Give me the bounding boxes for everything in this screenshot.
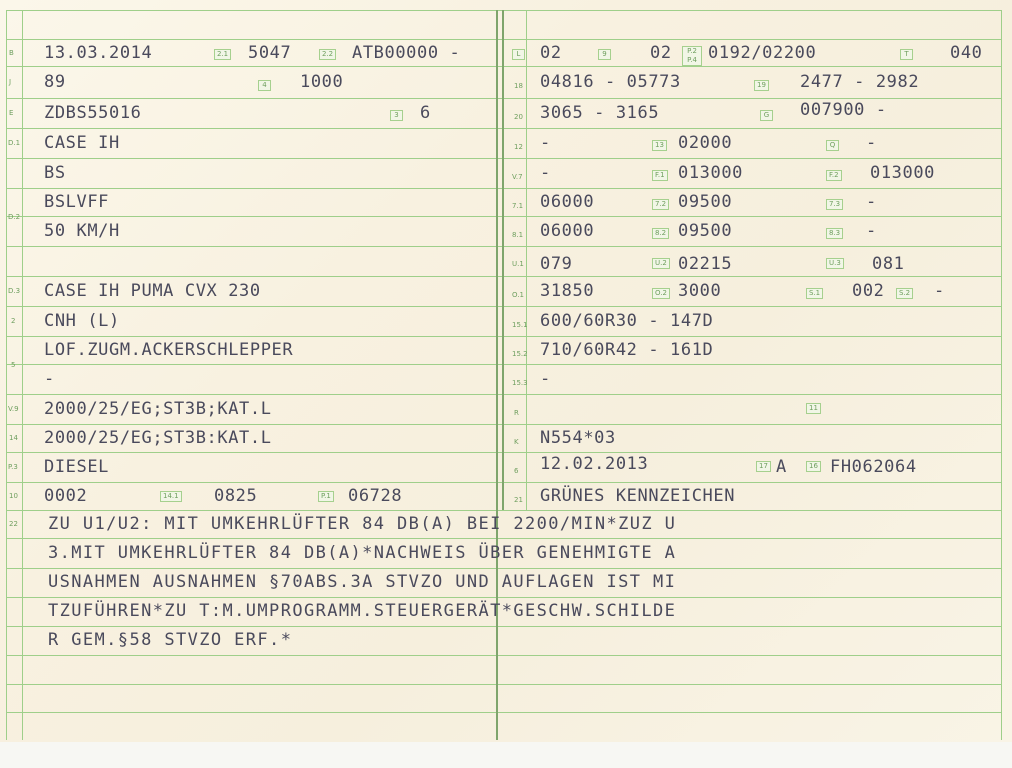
row-label-10: 10: [9, 492, 18, 500]
row-label-p3: P.3: [8, 463, 18, 471]
field-d3: CASE IH PUMA CVX 230: [44, 281, 261, 301]
page-bottom-margin: [0, 742, 1012, 768]
field-tire-1: 600/60R30 - 147D: [540, 311, 714, 331]
field-u1: 079: [540, 254, 573, 274]
label-k: K: [514, 438, 519, 446]
label-f1: F.1: [652, 170, 668, 181]
field-q: -: [866, 133, 877, 153]
field-12: -: [540, 133, 551, 153]
field-o2: 3000: [678, 281, 722, 301]
label-20: 20: [514, 113, 523, 121]
field-s2: -: [934, 281, 945, 301]
label-8-2: 8.2: [652, 228, 669, 239]
field-16: FH062064: [830, 457, 917, 477]
field-vehicle-class: LOF.ZUGM.ACKERSCHLEPPER: [44, 340, 294, 360]
row-label-5: 5: [11, 361, 16, 369]
row-label-d3: D.3: [8, 287, 21, 295]
field-l: 02: [540, 43, 562, 63]
row-label-2: 2: [11, 317, 16, 325]
label-17: 17: [756, 461, 771, 472]
field-13: 02000: [678, 133, 733, 153]
field-type: BS: [44, 163, 66, 183]
row-label-d1: D.1: [8, 139, 21, 147]
field-8-1: 06000: [540, 221, 595, 241]
label-2-2: 2.2: [319, 49, 336, 60]
field-j: 89: [44, 72, 66, 92]
field-e: ZDBS55016: [44, 103, 142, 123]
field-k: N554*03: [540, 428, 616, 448]
label-o2: O.2: [652, 288, 670, 299]
field-s1: 002: [852, 281, 885, 301]
field-18: 04816 - 05773: [540, 72, 681, 92]
label-3: 3: [390, 110, 403, 121]
label-4: 4: [258, 80, 271, 91]
remark-line-4: TZUFÜHREN*ZU T:M.UMPROGRAMM.STEUERGERÄT*GESCHW.SCHILDE: [48, 601, 677, 621]
field-d2: BSLVFF: [44, 192, 110, 212]
field-u3: 081: [872, 254, 905, 274]
label-s1: S.1: [806, 288, 823, 299]
field-speed: 50 KM/H: [44, 221, 120, 241]
label-7-1: 7.1: [512, 202, 524, 210]
label-u2: U.2: [652, 258, 670, 269]
label-o1: O.1: [512, 291, 524, 299]
label-p2-p4: P.2 P.4: [682, 46, 702, 66]
row-label-b: B: [9, 49, 14, 57]
label-15-2: 15.2: [512, 350, 528, 358]
row-label-14: 14: [9, 434, 18, 442]
label-6: 6: [514, 467, 519, 475]
field-f1: 013000: [678, 163, 744, 183]
label-15-3: 15.3: [512, 379, 528, 387]
label-t: T: [900, 49, 913, 60]
label-8-3: 8.3: [826, 228, 843, 239]
field-o1: 31850: [540, 281, 595, 301]
label-q: Q: [826, 140, 839, 151]
label-21: 21: [514, 496, 523, 504]
field-19: 2477 - 2982: [800, 72, 920, 92]
label-7-3: 7.3: [826, 199, 843, 210]
label-11: 11: [806, 403, 821, 414]
field-v7: -: [540, 163, 551, 183]
field-17: A: [776, 457, 787, 477]
label-19: 19: [754, 80, 769, 91]
label-15-1: 15.1: [512, 321, 528, 329]
field-6: 12.02.2013: [540, 454, 649, 474]
field-7-1: 06000: [540, 192, 595, 212]
label-2-1: 2.1: [214, 49, 231, 60]
row-label-d2: D.2: [8, 213, 21, 221]
field-v9: 2000/25/EG;ST3B;KAT.L: [44, 399, 272, 419]
field-p1: 06728: [348, 486, 403, 506]
row-label-j: J: [9, 78, 12, 86]
label-8-1: 8.1: [512, 231, 524, 239]
field-9: 02: [650, 43, 672, 63]
field-10: 0002: [44, 486, 88, 506]
field-manufacturer: CNH (L): [44, 311, 120, 331]
label-s2: S.2: [896, 288, 913, 299]
remark-line-2: 3.MIT UMKEHRLÜFTER 84 DB(A)*NACHWEIS ÜBER GENEHMIGTE A: [48, 543, 677, 563]
field-p2-p4: 0192/02200: [708, 43, 817, 63]
field-body: -: [44, 369, 55, 389]
label-f2: F.2: [826, 170, 842, 181]
field-2-2: ATB00000 -: [352, 43, 461, 63]
field-f2: 013000: [870, 163, 936, 183]
field-8-2: 09500: [678, 221, 733, 241]
remark-line-1: ZU U1/U2: MIT UMKEHRLÜFTER 84 DB(A) BEI 2200/MIN*ZUZ U: [48, 514, 677, 534]
field-2-1: 5047: [248, 43, 292, 63]
field-g: 007900 -: [800, 100, 887, 120]
row-label-v9: V.9: [8, 405, 19, 413]
label-18: 18: [514, 82, 523, 90]
field-14: 2000/25/EG;ST3B:KAT.L: [44, 428, 272, 448]
label-g: G: [760, 110, 773, 121]
label-14-1: 14.1: [160, 491, 182, 502]
field-7-3: -: [866, 192, 877, 212]
field-7-2: 09500: [678, 192, 733, 212]
field-t: 040: [950, 43, 983, 63]
field-p3: DIESEL: [44, 457, 110, 477]
row-label-22: 22: [9, 520, 18, 528]
field-20: 3065 - 3165: [540, 103, 660, 123]
label-l: L: [512, 49, 525, 60]
field-b-date: 13.03.2014: [44, 43, 153, 63]
label-p1: P.1: [318, 491, 334, 502]
label-16: 16: [806, 461, 821, 472]
remark-line-5: R GEM.§58 STVZO ERF.*: [48, 630, 293, 650]
field-tire-2: 710/60R42 - 161D: [540, 340, 714, 360]
label-7-2: 7.2: [652, 199, 669, 210]
field-8-3: -: [866, 221, 877, 241]
field-tire-3: -: [540, 369, 551, 389]
label-9: 9: [598, 49, 611, 60]
field-14-1: 0825: [214, 486, 258, 506]
label-v7: V.7: [512, 173, 523, 181]
label-u3: U.3: [826, 258, 844, 269]
field-u2: 02215: [678, 254, 733, 274]
label-13: 13: [652, 140, 667, 151]
field-d1: CASE IH: [44, 133, 120, 153]
row-label-e: E: [9, 109, 14, 117]
field-4: 1000: [300, 72, 344, 92]
field-3: 6: [420, 103, 431, 123]
label-r: R: [514, 409, 519, 417]
remark-line-3: USNAHMEN AUSNAHMEN §70ABS.3A STVZO UND AUFLAGEN IST MI: [48, 572, 677, 592]
field-21: GRÜNES KENNZEICHEN: [540, 486, 736, 506]
label-u1: U.1: [512, 260, 524, 268]
label-12: 12: [514, 143, 523, 151]
